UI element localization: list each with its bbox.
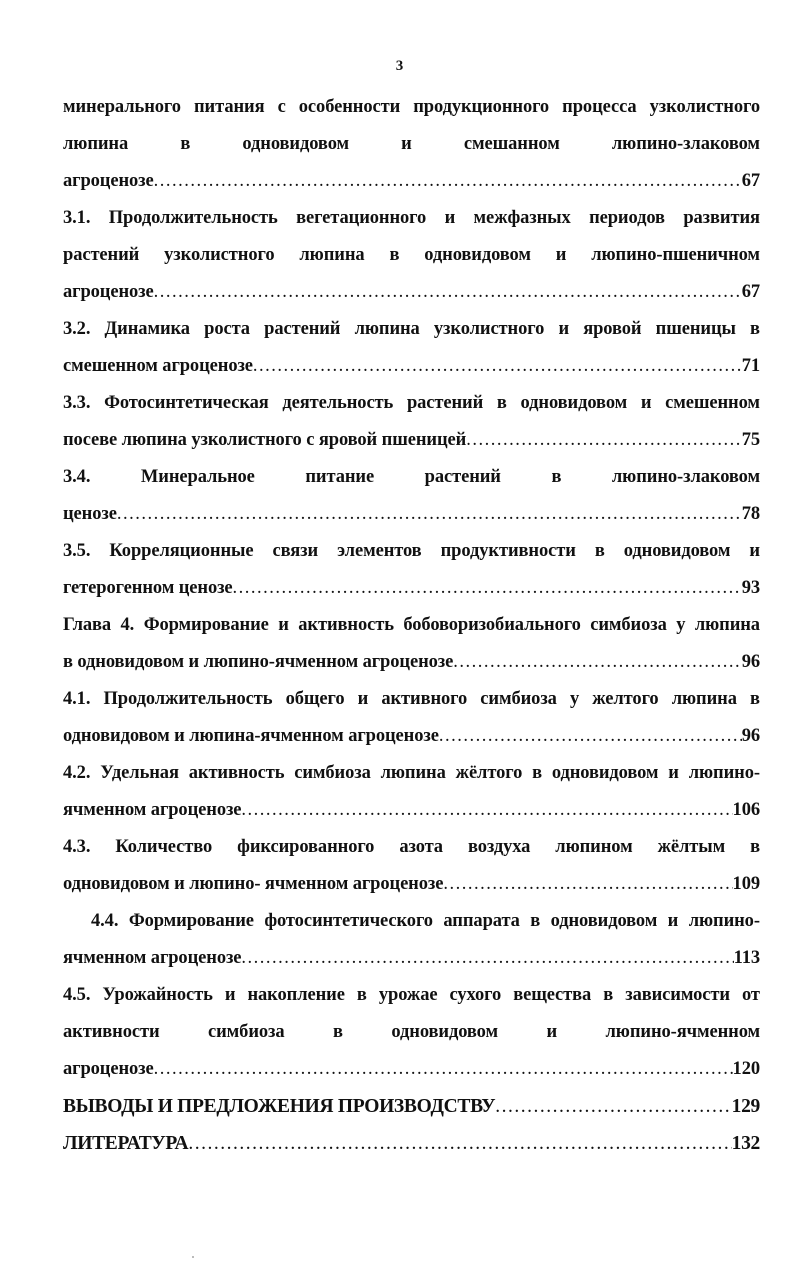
toc-word: межфазных	[473, 208, 571, 228]
toc-word: в	[532, 763, 542, 783]
dot-leader	[466, 422, 742, 459]
toc-word: и	[640, 393, 652, 413]
dot-leader	[439, 718, 742, 755]
toc-word: азота	[399, 837, 443, 857]
toc-word: Динамика	[104, 319, 190, 339]
toc-word: в	[594, 541, 605, 561]
toc-word: растений	[406, 393, 484, 413]
toc-word: люпина	[380, 763, 446, 783]
toc-word: накопление	[247, 985, 345, 1005]
toc-entry-text: одновидовом и люпина-ячменном агроценозе	[63, 726, 439, 746]
toc-word: люпина	[354, 319, 420, 339]
toc-word: зависимости	[625, 985, 730, 1005]
toc-word: растений	[264, 319, 341, 339]
toc-word: активность	[188, 763, 285, 783]
toc-word: продуктивности	[440, 541, 576, 561]
toc-word: и	[401, 134, 412, 154]
toc-line	[63, 607, 760, 644]
toc-line	[63, 1014, 760, 1051]
toc-word: люпино-пшеничном	[591, 245, 760, 265]
dot-leader	[495, 1088, 731, 1125]
toc-word: в	[750, 837, 760, 857]
toc-word: люпино-злаковом	[611, 467, 760, 487]
toc-word: 3.2.	[63, 319, 91, 339]
toc-word: общего	[285, 689, 345, 709]
dot-leader	[253, 348, 742, 385]
toc-page-number: 129	[731, 1096, 760, 1117]
toc-word: вещества	[513, 985, 592, 1005]
toc-word: деятельность	[282, 393, 394, 413]
page-number: 3	[395, 58, 404, 74]
toc-word: жёлтого	[455, 763, 523, 783]
toc-entry-end	[63, 866, 760, 903]
toc-word: Продолжительность	[103, 689, 273, 709]
toc-word: у	[569, 689, 580, 709]
toc-word: в	[530, 911, 541, 931]
toc-line	[63, 200, 760, 237]
dot-leader	[241, 940, 733, 977]
toc-line	[63, 977, 760, 1014]
toc-line	[63, 385, 760, 422]
toc-page-number: 75	[741, 430, 760, 450]
toc-word: особенности	[298, 97, 401, 117]
toc-word: фиксированного	[237, 837, 375, 857]
toc-word: одновидовом	[242, 134, 349, 154]
toc-word: сухого	[449, 985, 502, 1005]
toc-entry-end	[63, 348, 760, 385]
toc-line	[63, 829, 760, 866]
toc-line	[63, 533, 760, 570]
toc-entry-text: смешенном агроценозе	[63, 356, 253, 376]
toc-word: воздуха	[467, 837, 531, 857]
toc-word: 3.4.	[63, 467, 91, 487]
toc-word: одновидовом	[424, 245, 531, 265]
toc-page-number: 78	[741, 504, 760, 524]
toc-word: люпино-	[688, 911, 760, 931]
toc-word: и	[224, 985, 236, 1005]
toc-word: Количество	[115, 837, 213, 857]
toc-word: роста	[204, 319, 250, 339]
toc-word: узколистного	[433, 319, 545, 339]
dot-leader	[188, 1125, 731, 1162]
toc-word: в	[603, 985, 614, 1005]
toc-word: 4.2.	[63, 763, 91, 783]
toc-word: жёлтым	[657, 837, 726, 857]
toc-word: и	[555, 245, 567, 265]
toc-word: и	[749, 541, 760, 561]
toc-word: Формирование	[128, 911, 254, 931]
toc-entry-text: в одновидовом и люпино-ячменном агроценозе	[63, 652, 454, 672]
toc-word: узколистного	[649, 97, 760, 117]
toc-word: желтого	[592, 689, 659, 709]
toc-entry-end	[63, 570, 760, 607]
toc-word: яровой	[583, 319, 642, 339]
toc-line	[63, 89, 760, 126]
toc-word: люпином	[555, 837, 633, 857]
toc-word: урожае	[378, 985, 438, 1005]
toc-line	[63, 311, 760, 348]
toc-word: и	[444, 208, 456, 228]
table-of-contents	[63, 89, 760, 1162]
dot-leader	[241, 792, 732, 829]
toc-word: связи	[272, 541, 319, 561]
toc-page-number: 71	[741, 356, 760, 376]
toc-word: и	[667, 911, 679, 931]
toc-entry-text: ЛИТЕРАТУРА	[63, 1133, 189, 1154]
toc-word: одновидовом	[551, 763, 659, 783]
toc-word: питания	[193, 97, 265, 117]
toc-word: вегетационного	[296, 208, 427, 228]
toc-word: одновидовом	[623, 541, 731, 561]
toc-word: с	[277, 97, 286, 117]
toc-word: 4.3.	[63, 837, 91, 857]
toc-entry-text: ВЫВОДЫ И ПРЕДЛОЖЕНИЯ ПРОИЗВОДСТВУ	[63, 1096, 496, 1117]
toc-word: в	[389, 245, 400, 265]
toc-word: периодов	[589, 208, 665, 228]
toc-word: активного	[381, 689, 468, 709]
toc-word: одновидовом	[520, 393, 628, 413]
toc-word: и	[668, 763, 679, 783]
toc-word: симбиоза	[480, 689, 557, 709]
dot-leader	[154, 163, 742, 200]
toc-word: одновидовом	[391, 1022, 498, 1042]
toc-word: и	[357, 689, 369, 709]
toc-word: в	[496, 393, 507, 413]
toc-page-number: 96	[741, 726, 760, 746]
toc-word: Фотосинтетическая	[104, 393, 269, 413]
toc-word: Корреляционные	[109, 541, 254, 561]
toc-word: Минеральное	[140, 467, 255, 487]
toc-word: Продолжительность	[108, 208, 278, 228]
toc-line	[63, 903, 760, 940]
toc-entry-end	[63, 274, 760, 311]
toc-line	[63, 755, 760, 792]
toc-word: 3.5.	[63, 541, 91, 561]
toc-word: люпина	[63, 134, 129, 154]
toc-entry-end	[63, 644, 760, 681]
toc-word: развития	[683, 208, 760, 228]
dot-leader	[233, 570, 742, 607]
toc-entry-end	[63, 718, 760, 755]
toc-word: растений	[63, 245, 140, 265]
toc-word: симбиоза	[208, 1022, 285, 1042]
toc-word: узколистного	[164, 245, 275, 265]
scan-speck	[192, 1256, 194, 1258]
toc-line	[63, 681, 760, 718]
dot-leader	[154, 1051, 733, 1088]
toc-word: бобоворизобиального	[403, 615, 581, 635]
toc-entry-end	[63, 792, 760, 829]
toc-entry-end	[63, 163, 760, 200]
toc-word: у	[676, 615, 686, 635]
toc-word: Удельная	[100, 763, 179, 783]
toc-entry-text: агроценозе	[63, 1059, 154, 1079]
toc-word: в	[180, 134, 191, 154]
toc-entry-text: одновидовом и люпино- ячменном агроценозе	[63, 874, 444, 894]
toc-word: элементов	[337, 541, 422, 561]
toc-page-number: 109	[732, 874, 760, 894]
toc-word: аппарата	[443, 911, 520, 931]
toc-conclusions	[63, 1088, 760, 1125]
toc-word: люпино-	[688, 763, 760, 783]
toc-word: активности	[63, 1022, 160, 1042]
toc-page-number: 96	[741, 652, 760, 672]
toc-word: Урожайность	[102, 985, 213, 1005]
toc-word: люпина	[299, 245, 365, 265]
toc-word: 4.	[120, 615, 135, 635]
toc-entry-text: ячменном агроценозе	[63, 800, 242, 820]
toc-line	[63, 237, 760, 274]
toc-entry-text: агроценозе	[63, 282, 154, 302]
toc-page-number: 120	[732, 1059, 760, 1079]
toc-line	[63, 126, 760, 163]
toc-word: Формирование	[143, 615, 269, 635]
dot-leader	[443, 866, 732, 903]
toc-word: фотосинтетического	[264, 911, 433, 931]
toc-word: симбиоза	[294, 763, 371, 783]
toc-word: растений	[424, 467, 501, 487]
toc-entry-text: ценозе	[63, 504, 117, 524]
toc-word: и	[558, 319, 569, 339]
toc-word: 4.4.	[91, 911, 119, 931]
toc-page-number: 132	[731, 1133, 760, 1154]
toc-word: 3.3.	[63, 393, 91, 413]
toc-word: в	[356, 985, 367, 1005]
toc-word: от	[741, 985, 760, 1005]
toc-entry-end	[63, 1051, 760, 1088]
toc-entry-text: ячменном агроценозе	[63, 948, 242, 968]
toc-word: в	[551, 467, 562, 487]
toc-word: смешанном	[463, 134, 560, 154]
toc-word: люпино-ячменном	[605, 1022, 760, 1042]
toc-word: одновидовом	[550, 911, 658, 931]
dot-leader	[154, 274, 742, 311]
toc-word: минерального	[63, 97, 181, 117]
toc-word: 4.5.	[63, 985, 91, 1005]
toc-word: и	[546, 1022, 558, 1042]
toc-page-number: 67	[741, 282, 760, 302]
toc-word: Глава	[63, 615, 112, 635]
toc-entry-text: агроценозе	[63, 171, 154, 191]
toc-page-number: 67	[741, 171, 760, 191]
toc-word: в	[333, 1022, 343, 1042]
toc-word: 3.1.	[63, 208, 91, 228]
toc-word: в	[750, 319, 760, 339]
dot-leader	[117, 496, 742, 533]
toc-entry-text: посеве люпина узколистного с яровой пшеницей	[63, 430, 467, 450]
toc-page-number: 113	[733, 948, 760, 968]
toc-entry-end	[63, 422, 760, 459]
toc-entry-end	[63, 940, 760, 977]
toc-page-number: 106	[732, 800, 760, 820]
toc-word: 4.1.	[63, 689, 91, 709]
toc-line	[63, 459, 760, 496]
toc-word: люпина	[671, 689, 737, 709]
toc-word: продукционного	[413, 97, 550, 117]
dot-leader	[453, 644, 741, 681]
toc-word: смешенном	[665, 393, 760, 413]
toc-entry-text: гетерогенном ценозе	[63, 578, 233, 598]
toc-word: питание	[305, 467, 375, 487]
toc-word: и	[278, 615, 289, 635]
toc-word: люпина	[694, 615, 760, 635]
toc-word: пшеницы	[655, 319, 736, 339]
toc-word: симбиоза	[590, 615, 667, 635]
toc-page-number: 93	[741, 578, 760, 598]
toc-entry-end	[63, 496, 760, 533]
toc-word: активность	[298, 615, 394, 635]
toc-word: процесса	[562, 97, 637, 117]
toc-word: в	[749, 689, 760, 709]
toc-references	[63, 1125, 760, 1162]
toc-word: люпино-злаковом	[611, 134, 760, 154]
